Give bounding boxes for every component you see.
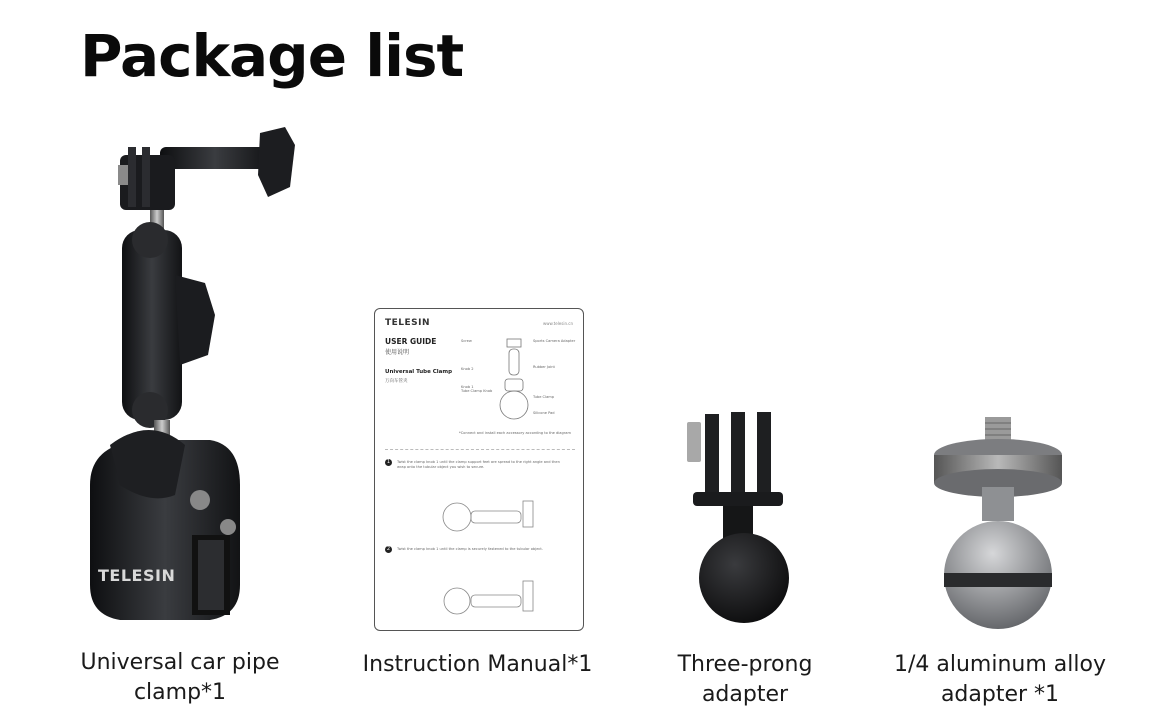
- three-prong-adapter-icon: [683, 410, 803, 630]
- manual-url: www.telesin.cn: [542, 321, 573, 326]
- pipe-clamp-product: [80, 115, 300, 635]
- item-caption-aluminum-adapter: [880, 650, 1120, 710]
- item-caption-pipe-clamp: [60, 648, 300, 708]
- manual-diagram-icon: [485, 335, 545, 425]
- pipe-clamp-icon: [80, 115, 300, 635]
- manual-part-rubber-joint: Rubber Joint: [533, 365, 555, 369]
- instruction-manual: [374, 308, 584, 631]
- manual-step-2-diagram-icon: [435, 571, 545, 626]
- aluminum-adapter-icon: [934, 415, 1064, 630]
- manual-guide-title: USER GUIDE: [385, 337, 437, 346]
- clamp-logo: TELESIN: [98, 566, 176, 585]
- manual-part-screw: Screw: [461, 339, 472, 343]
- manual-part-camera-adapter: Sports Camera Adapter: [533, 339, 576, 343]
- three-prong-label: Three-prong adapter: [677, 652, 813, 707]
- manual-guide-title-cn: 使用说明: [385, 349, 410, 356]
- manual-label: Instruction Manual*1: [362, 652, 593, 677]
- manual-step-2-badge: 2: [386, 546, 391, 552]
- manual-step-1-diagram-icon: [435, 489, 545, 539]
- pipe-clamp-label: Universal car pipe clamp*1: [80, 650, 280, 705]
- aluminum-adapter-label: 1/4 aluminum alloy adapter *1: [894, 652, 1106, 707]
- manual-product-cn: 万向车管夹: [385, 379, 408, 384]
- manual-part-silicone-pad: Silicone Pad: [533, 411, 555, 415]
- manual-part-knob-1: Knob 1 Tube Clamp Knob: [461, 385, 493, 393]
- manual-part-tube-clamp: Tube Clamp: [533, 395, 555, 399]
- manual-divider: [385, 449, 575, 450]
- manual-step-1: Twist the clamp knob 1 until the clamp support feet are spread to the right angle and then wrap onto the tubular object you wish to secure.: [397, 460, 560, 469]
- manual-note: *Connect and install each accessory according to the diagram: [459, 431, 571, 435]
- item-caption-manual: [350, 650, 605, 680]
- manual-brand: TELESIN: [385, 318, 431, 328]
- item-caption-three-prong: [640, 650, 850, 710]
- manual-product: Universal Tube Clamp: [385, 369, 453, 375]
- manual-part-knob-2: Knob 2: [461, 367, 474, 371]
- page-title: Package list: [80, 22, 464, 90]
- manual-step-2: Twist the clamp knob 1 until the clamp is securely fastened to the tubular object.: [397, 547, 543, 551]
- manual-step-1-badge: 1: [386, 459, 391, 465]
